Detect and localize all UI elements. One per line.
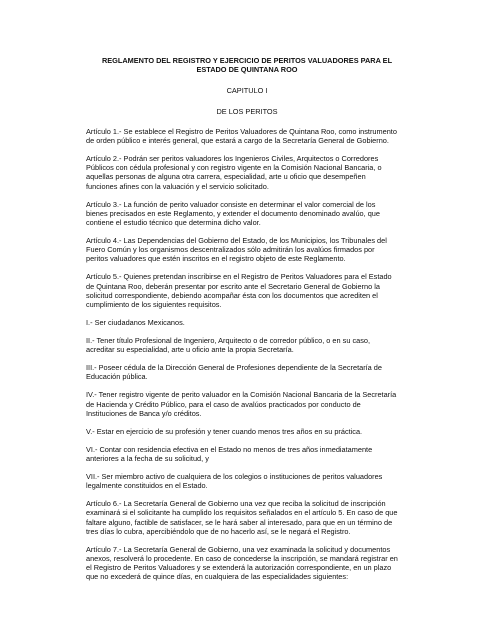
paragraph-line: peritos valuadores que estén inscritos en el registro objeto de este Reglamento.: [86, 254, 346, 264]
paragraph-line: cumplimiento de los siguientes requisitos.: [86, 300, 222, 310]
paragraph-line: Públicos con cédula profesional y con registro vigente en la Comisión Nacional Bancaria, o: [86, 163, 382, 173]
paragraph-line: VII.- Ser miembro activo de cualquiera de los colegios o instituciones de peritos valuadores: [86, 472, 383, 482]
article-paragraph: [86, 427, 408, 436]
paragraph-line: contiene el estudio técnico que determina dicho valor.: [86, 218, 261, 228]
paragraph-line: Artículo 1.- Se establece el Registro de Peritos Valuadores de Quintana Roo, como instrumento: [86, 126, 397, 136]
paragraph-line: anteriores a la fecha de su solicitud, y: [86, 454, 209, 464]
paragraph-line: de Quintana Roo, deberán presentar por escrito ante el Secretario General de Gobierno la: [86, 281, 380, 291]
title-line: ESTADO DE QUINTANA ROO: [196, 65, 298, 75]
paragraph-line: solicitud correspondiente, debiendo acompañar ésta con los documentos que acrediten el: [86, 290, 378, 300]
paragraph-line: Artículo 7.- La Secretaría General de Gobierno, una vez examinada la solicitud y documentos: [86, 544, 391, 554]
paragraph-line: de Hacienda y Crédito Público, para el caso de avalúos practicados por conducto de: [86, 399, 361, 409]
paragraph-line: V.- Estar en ejercicio de su profesión y tener cuando menos tres años en su práctica.: [86, 426, 363, 436]
paragraph-line: el Registro de Peritos Valuadores y se extenderá la autorización correspondiente, en un plazo: [86, 563, 392, 573]
paragraph-line: de orden público e interés general, que estará a cargo de la Secretaría General de Gobierno.: [86, 136, 389, 146]
article-paragraph: [86, 363, 408, 381]
paragraph-line: Artículo 2.- Podrán ser peritos valuadores los Ingenieros Civiles, Arquitectos o Corredores: [86, 154, 379, 164]
paragraph-line: Fuero Común y los organismos descentralizados sólo admitirán los avalúos firmados por: [86, 245, 375, 255]
article-paragraph: [86, 445, 408, 463]
paragraph-line: faltare alguno, factible de satisfacer, se le hará saber al interesado, para que en un término de: [86, 517, 393, 527]
paragraph-line: examinará si el solicitante ha cumplido los requisitos señalados en el artículo 5. En caso de que: [86, 508, 398, 518]
article-paragraph: [86, 545, 408, 582]
paragraph-line: bienes precisados en este Reglamento, y extender el documento denominado avalúo, que: [86, 208, 380, 218]
paragraph-line: II.- Tener título Profesional de Ingeniero, Arquitecto o de corredor público, o en su caso,: [86, 336, 370, 346]
paragraph-line: III.- Poseer cédula de la Dirección General de Profesiones dependiente de la Secretaría de: [86, 363, 382, 373]
chapter-heading: CAPITULO I: [226, 86, 268, 96]
paragraph-line: Artículo 3.- La función de perito valuador consiste en determinar el valor comercial de los: [86, 199, 376, 209]
section-heading: DE LOS PERITOS: [216, 106, 278, 116]
paragraph-line: Artículo 5.- Quienes pretendan inscribirse en el Registro de Peritos Valuadores para el Estado: [86, 272, 392, 282]
paragraph-line: funciones afines con la valuación y el servicio solicitado.: [86, 181, 269, 191]
document-body: [86, 56, 408, 590]
paragraph-line: tres días lo cubra, apercibiéndolo que de no hacerlo así, se le negará el Registro.: [86, 526, 351, 536]
paragraph-line: Educación pública.: [86, 372, 148, 382]
paragraph-line: IV.- Tener registro vigente de perito valuador en la Comisión Nacional Bancaria de la Secretaría: [86, 390, 397, 400]
paragraph-line: acreditar su especialidad, arte u oficio ante la propia Secretaría.: [86, 345, 294, 355]
paragraph-line: Instituciones de Banca y/o créditos.: [86, 408, 202, 418]
title-line: REGLAMENTO DEL REGISTRO Y EJERCICIO DE PERITOS VALUADORES PARA EL: [101, 56, 393, 65]
article-paragraph: [86, 472, 408, 490]
document-title: [86, 56, 408, 74]
paragraphs: [86, 127, 408, 582]
article-paragraph: [86, 499, 408, 536]
paragraph-line: Artículo 6.- La Secretaría General de Gobierno una vez que reciba la solicitud de inscripción: [86, 499, 386, 509]
article-paragraph: [86, 272, 408, 309]
article-paragraph: [86, 318, 408, 327]
article-paragraph: [86, 200, 408, 228]
paragraph-line: I.- Ser ciudadanos Mexicanos.: [86, 318, 185, 328]
paragraph-line: que no excederá de quince días, en cualquiera de las especialidades siguientes:: [86, 572, 349, 582]
article-paragraph: [86, 390, 408, 418]
paragraph-line: legalmente constituidos en el Estado.: [86, 481, 208, 491]
article-paragraph: [86, 336, 408, 354]
paragraph-line: anexos, resolverá lo procedente. En caso de concederse la inscripción, se mandará registrar en: [86, 554, 398, 564]
paragraph-line: Artículo 4.- Las Dependencias del Gobierno del Estado, de los Municipios, los Tribunales del: [86, 236, 387, 246]
article-paragraph: [86, 236, 408, 264]
article-paragraph: [86, 127, 408, 145]
paragraph-line: aquellas personas de alguna otra carrera, especialidad, arte u oficio que desempeñen: [86, 172, 366, 182]
article-paragraph: [86, 154, 408, 191]
paragraph-line: VI.- Contar con residencia efectiva en el Estado no menos de tres años inmediatamente: [86, 444, 373, 454]
